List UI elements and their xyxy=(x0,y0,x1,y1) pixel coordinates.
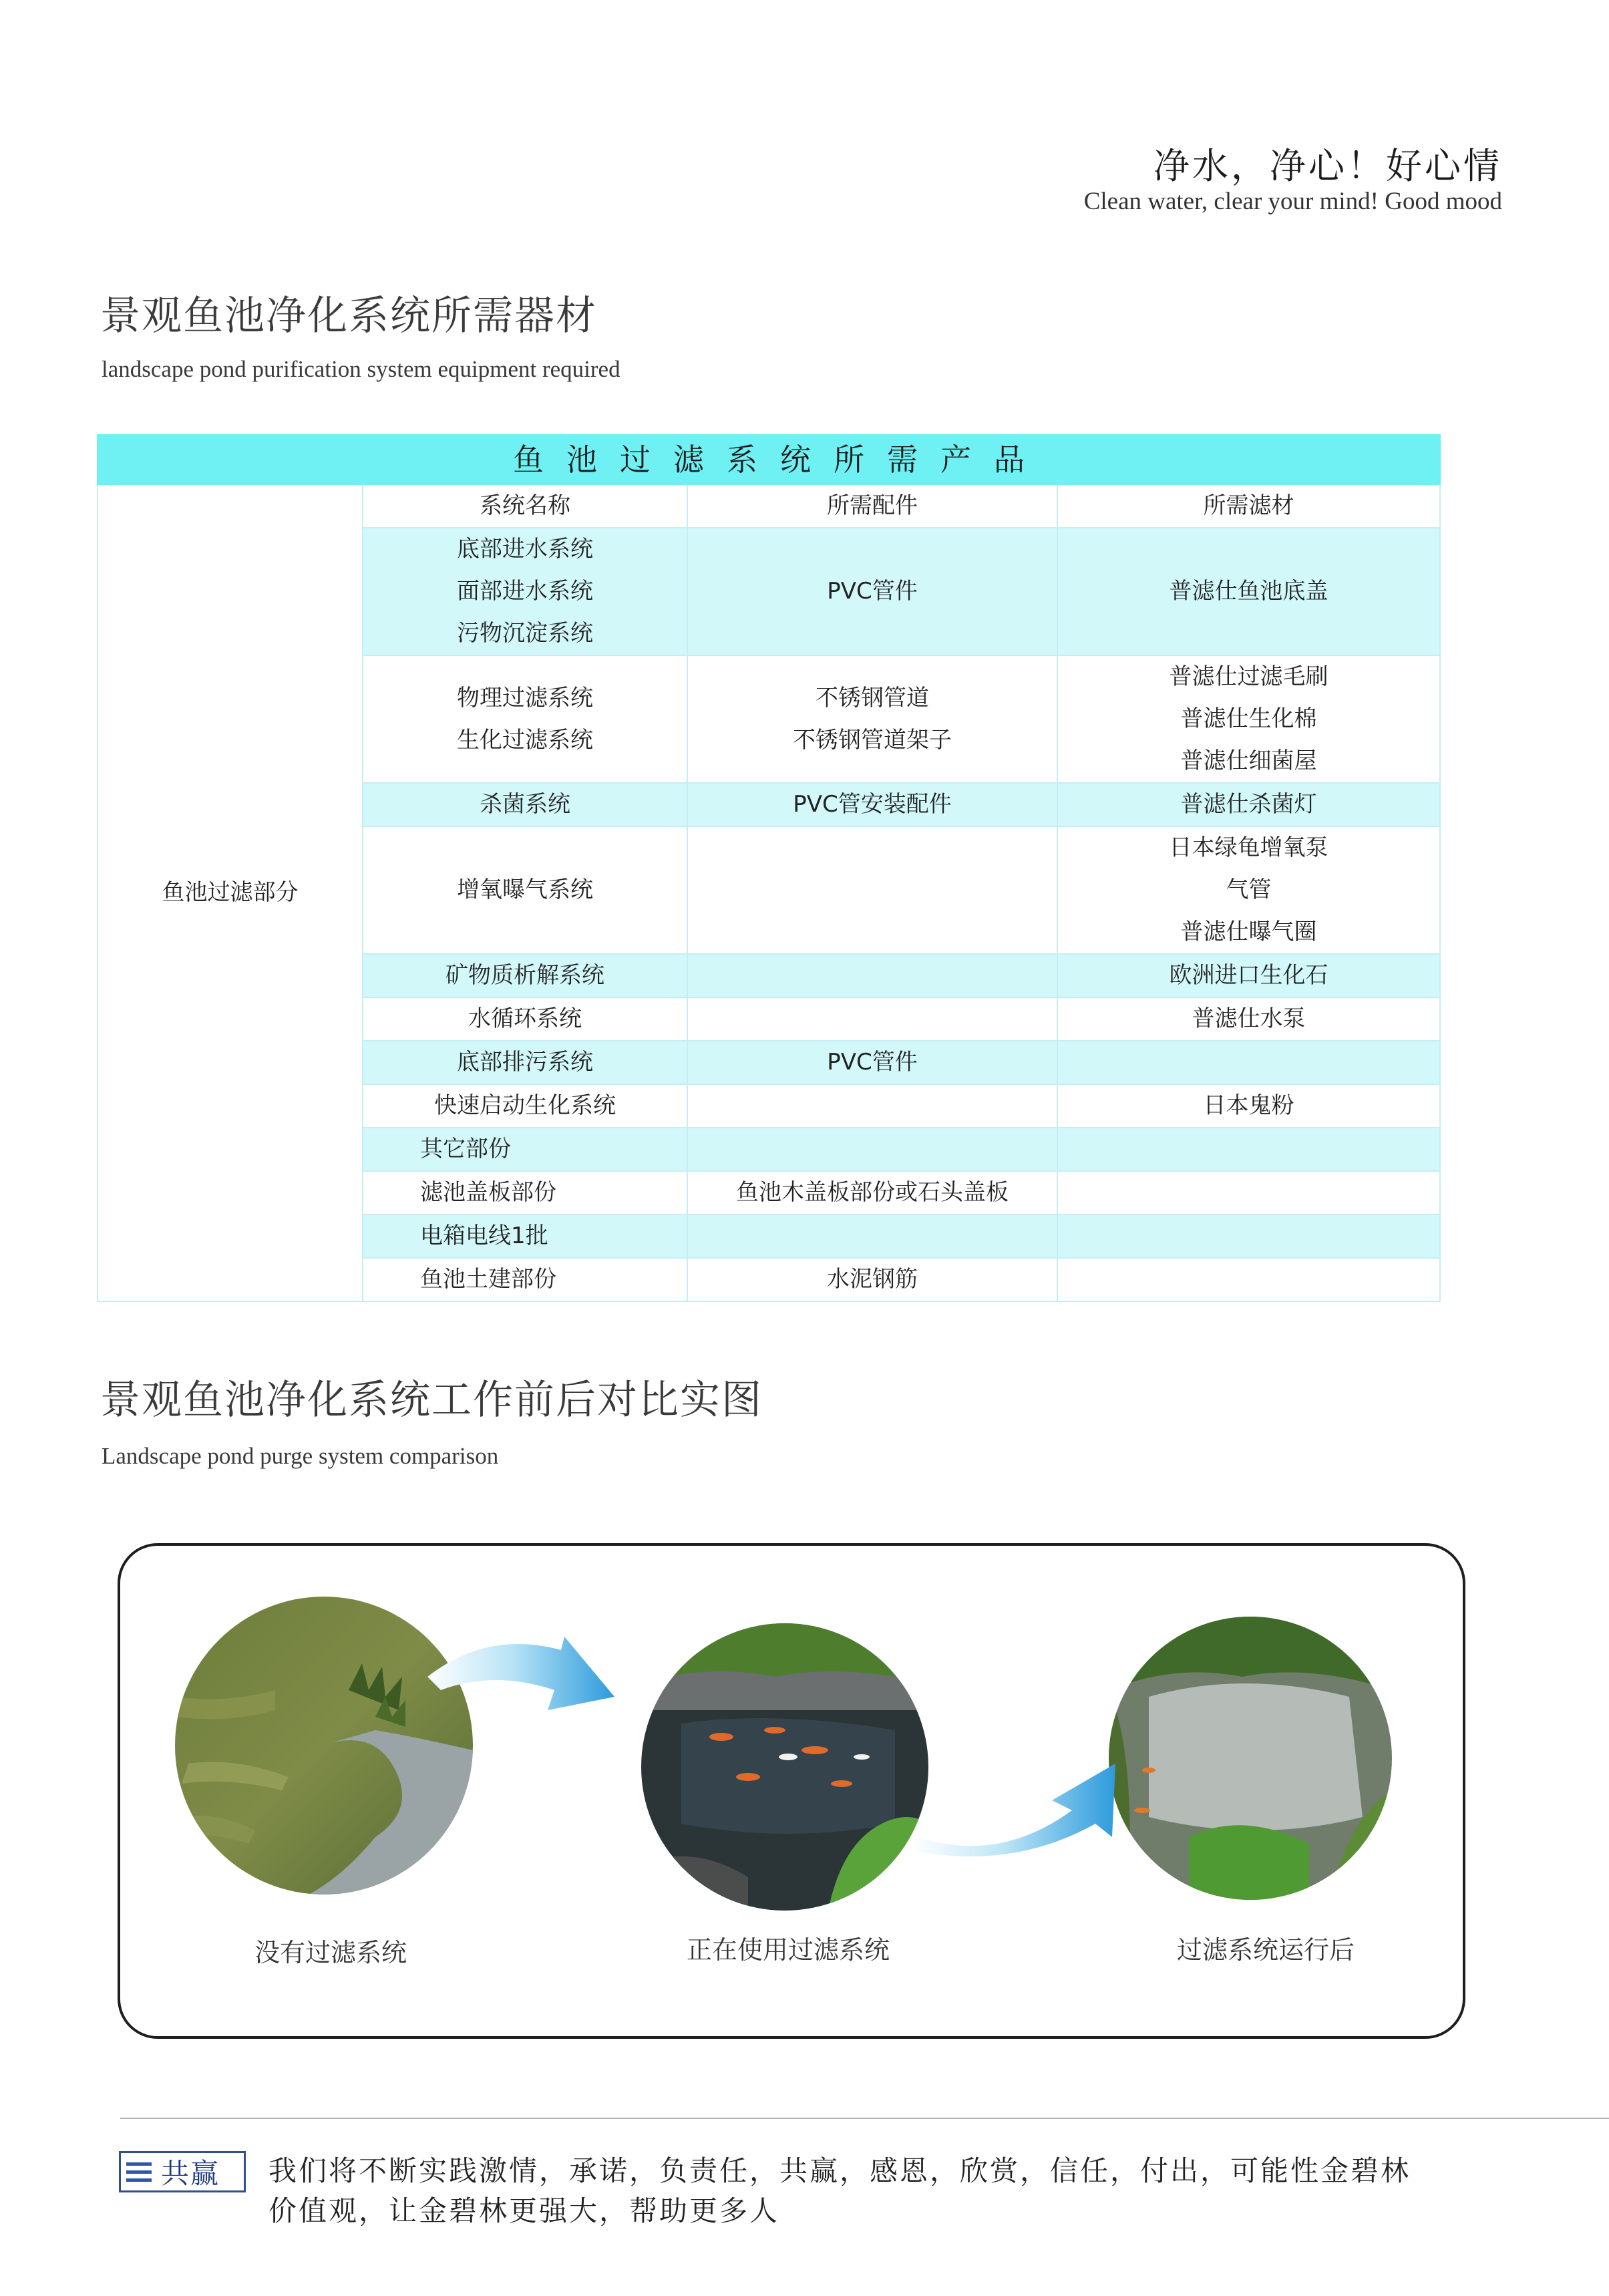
system-name-cell: 水循环系统 xyxy=(363,997,687,1041)
parts-cell xyxy=(687,954,1057,997)
footer-divider xyxy=(120,2118,1609,2119)
system-name: 污物沉淀系统 xyxy=(457,620,593,647)
arrow-icon xyxy=(427,1623,628,1730)
system-name-cell: 快速启动生化系统 xyxy=(363,1084,687,1128)
system-name-cell: 杀菌系统 xyxy=(363,783,687,826)
system-name-cell: 鱼池木盖板部份或石头盖板 xyxy=(687,1171,1057,1214)
column-header: 所需滤材 xyxy=(1057,484,1440,528)
column-header: 系统名称 xyxy=(363,484,687,528)
menu-lines-icon xyxy=(121,2151,157,2192)
parts-cell: PVC管安装配件 xyxy=(687,783,1057,826)
system-name: 物理过滤系统 xyxy=(457,684,593,711)
parts-cell xyxy=(687,997,1057,1041)
photo-during-image xyxy=(641,1623,928,1911)
system-name: 生化过滤系统 xyxy=(457,726,593,754)
system-name: 底部进水系统 xyxy=(457,536,593,562)
photo-after-image xyxy=(1109,1617,1392,1900)
media-name: 普滤仕细菌屋 xyxy=(1180,748,1317,774)
section1-title: 景观鱼池净化系统所需器材 xyxy=(100,293,597,339)
parts-cell xyxy=(687,655,1057,783)
caption-during: 正在使用过滤系统 xyxy=(686,1935,890,1965)
category-label: 电箱电线1批 xyxy=(363,1214,687,1258)
section2-title: 景观鱼池净化系统工作前后对比实图 xyxy=(100,1377,763,1424)
media-cell: 普滤仕鱼池底盖 xyxy=(1057,528,1440,655)
section1-subtitle: landscape pond purification system equipment required xyxy=(102,356,620,382)
system-name-cell xyxy=(363,528,687,655)
caption-before: 没有过滤系统 xyxy=(254,1938,407,1967)
equipment-table xyxy=(97,434,1441,1302)
media-cell: 普滤仕杀菌灯 xyxy=(1057,783,1440,826)
media-cell: 日本鬼粉 xyxy=(1057,1084,1440,1128)
media-cell xyxy=(1057,826,1440,954)
media-name: 普滤仕生化棉 xyxy=(1180,705,1317,732)
media-cell: 欧洲进口生化石 xyxy=(1057,954,1440,997)
parts-cell: PVC管件 xyxy=(687,1041,1057,1084)
system-name-cell: 矿物质析解系统 xyxy=(363,954,687,997)
system-name-cell xyxy=(687,1128,1057,1171)
table-row xyxy=(98,484,1440,528)
system-name-cell: 水泥钢筋 xyxy=(687,1258,1057,1301)
system-name-cell: 底部排污系统 xyxy=(363,1041,687,1084)
group-label xyxy=(98,484,363,1301)
table-header: 鱼池过滤系统所需产品 xyxy=(98,435,1440,484)
caption-after: 过滤系统运行后 xyxy=(1176,1935,1355,1965)
media-cell xyxy=(1057,1041,1440,1084)
system-name-cell: 增氧曝气系统 xyxy=(363,826,687,954)
system-name: 面部进水系统 xyxy=(457,578,593,605)
category-label: 鱼池土建部份 xyxy=(363,1258,687,1301)
system-name-cell xyxy=(687,1214,1057,1258)
parts-cell: PVC管件 xyxy=(687,528,1057,655)
category-label: 其它部份 xyxy=(363,1128,687,1171)
table-header-row xyxy=(98,435,1440,484)
part-name: 不锈钢管道 xyxy=(816,684,929,711)
parts-cell xyxy=(687,1084,1057,1128)
column-header: 所需配件 xyxy=(687,484,1057,528)
category-label: 滤池盖板部份 xyxy=(363,1171,687,1214)
group-label-text: 鱼池过滤部分 xyxy=(162,879,299,906)
media-cell xyxy=(1057,655,1440,783)
section2-subtitle: Landscape pond purge system comparison xyxy=(102,1443,499,1469)
slogan-english: Clean water, clear your mind! Good mood xyxy=(1083,188,1502,215)
media-name: 气管 xyxy=(1226,876,1272,903)
footer-values-text: 我们将不断实践激情，承诺，负责任，共赢，感恩，欣赏，信任，付出，可能性金碧林价值观，让金碧林更强大，帮助更多人 xyxy=(269,2154,1411,2227)
media-name: 普滤仕过滤毛刷 xyxy=(1169,663,1328,690)
media-name: 普滤仕曝气圈 xyxy=(1180,919,1317,945)
media-name: 日本绿龟增氧泵 xyxy=(1169,834,1328,861)
media-cell: 普滤仕水泵 xyxy=(1057,997,1440,1041)
arrow-icon xyxy=(912,1737,1125,1864)
photo-during xyxy=(641,1623,928,1911)
parts-cell xyxy=(687,826,1057,954)
badge-label: 共赢 xyxy=(161,2157,220,2190)
photo-after xyxy=(1109,1617,1392,1900)
slogan-chinese: 净水，净心！好心情 xyxy=(1153,145,1502,187)
part-name: 不锈钢管道架子 xyxy=(793,726,952,754)
footer-badge xyxy=(119,2151,246,2192)
system-name-cell xyxy=(363,655,687,783)
